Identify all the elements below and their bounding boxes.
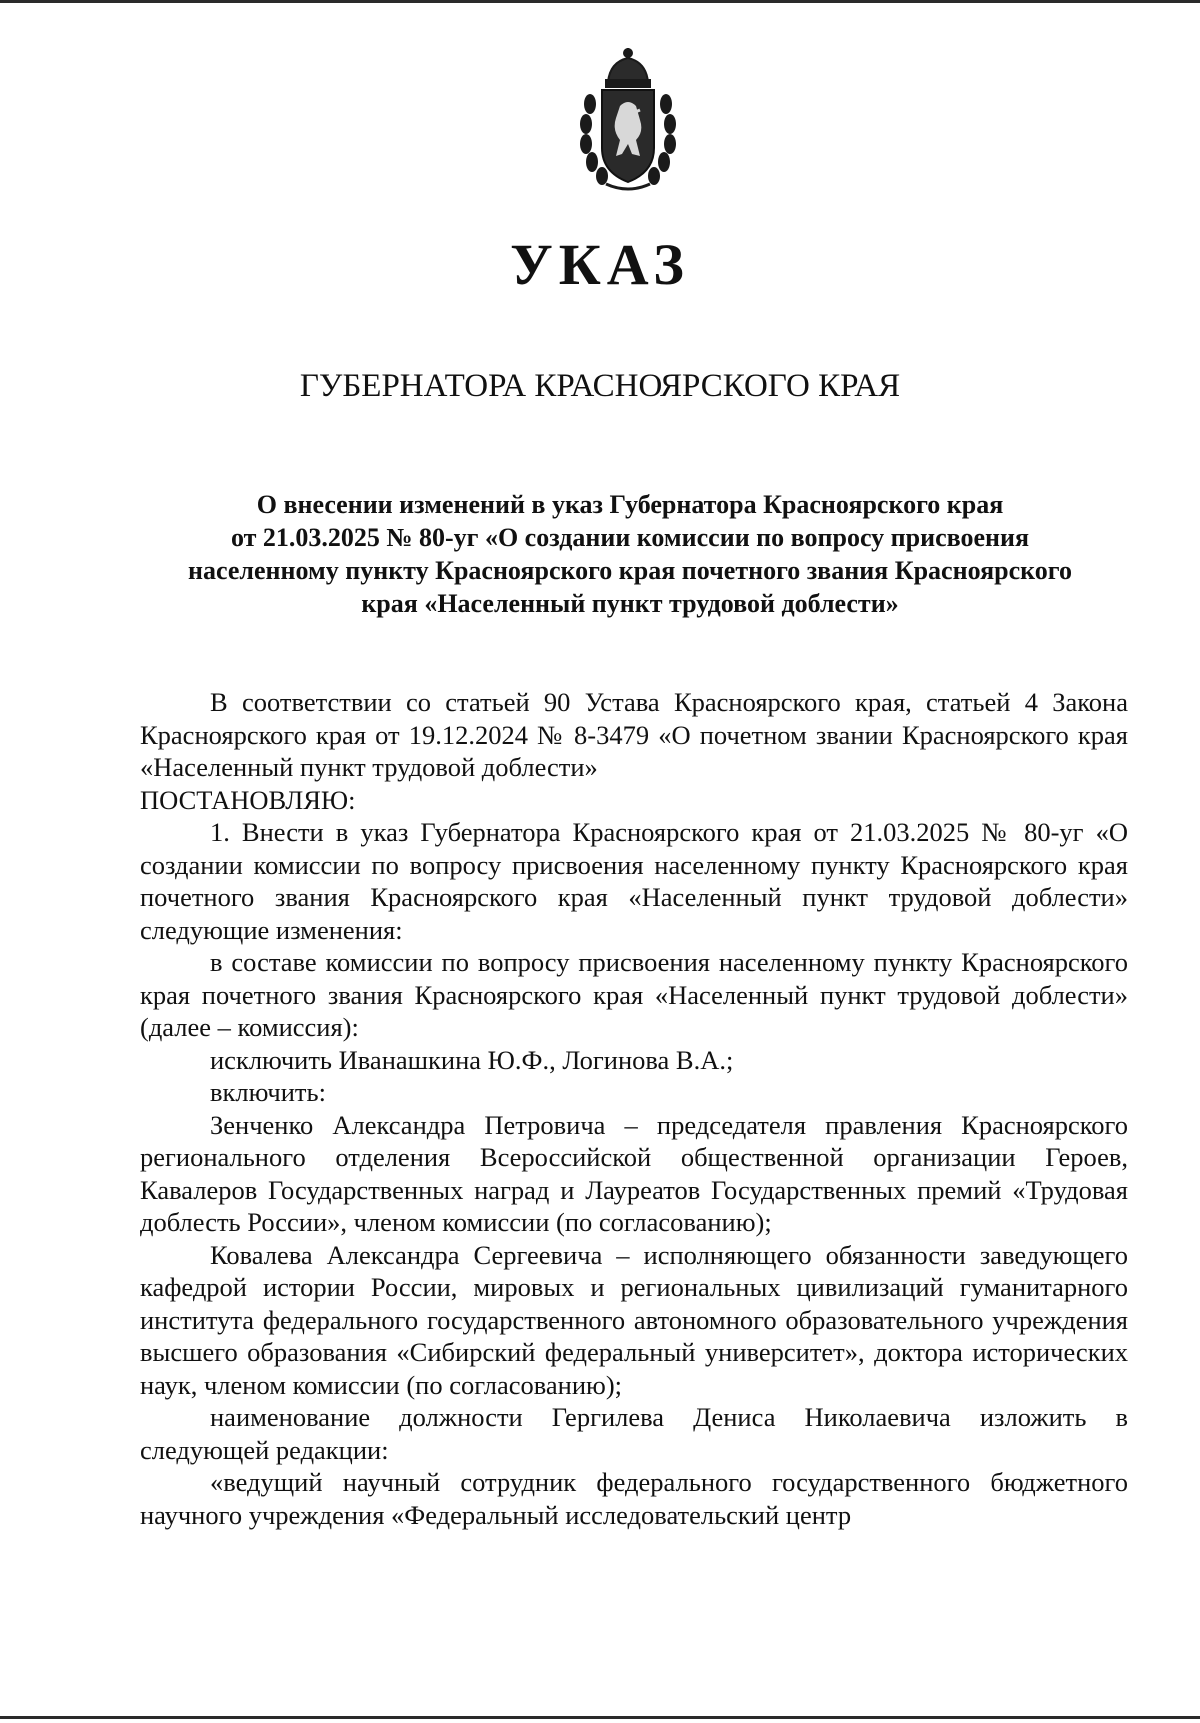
member-1-paragraph: Зенченко Александра Петровича – председателя правления Красноярского регионального отделения Всероссийской общественной организации Героев, Кавалеров Государственных наград и Лауреатов Государственных премий «Трудовая доблесть России», членом комиссии (по согласованию);: [140, 1109, 1128, 1237]
krasnoyarsk-coat-of-arms-icon: [570, 44, 686, 194]
preamble-paragraph: В соответствии со статьей 90 Устава Красноярского края, статьей 4 Закона Красноярского края от 19.12.2024 № 8-3479 «О почетном звании Красноярского края «Населенный пункт трудовой доблести»: [140, 687, 1128, 782]
subject-line: О внесении изменений в указ Губернатора Красноярского края: [256, 490, 1004, 519]
subject-line: населенному пункту Красноярского края почетного звания Красноярского: [188, 556, 1072, 585]
subject-line: от 21.03.2025 № 80-уг «О создании комиссии по вопросу присвоения: [230, 523, 1030, 552]
scan-border-top: [0, 0, 1200, 3]
resolve-keyword: ПОСТАНОВЛЯЮ:: [140, 784, 356, 815]
document-type-title: УКАЗ: [510, 232, 690, 297]
subject-line: края «Населенный пункт трудовой доблести»: [361, 589, 899, 618]
document-subject: [135, 488, 1125, 620]
new-title-paragraph: «ведущий научный сотрудник федерального государственного бюджетного научного учреждения «Федеральный исследовательский центр: [140, 1467, 1128, 1530]
document-body: [140, 686, 1128, 1531]
exclude-paragraph: исключить Иванашкина Ю.Ф., Логинова В.А.;: [210, 1044, 734, 1075]
issuing-authority: ГУБЕРНАТОРА КРАСНОЯРСКОГО КРАЯ: [299, 368, 901, 404]
item-1-paragraph: 1. Внести в указ Губернатора Красноярского края от 21.03.2025 № 80-уг «О создании комиссии по вопросу присвоения населенному пункту Красноярского края почетного звания Красноярского края «Населенный пункт трудовой доблести» следующие изменения:: [140, 817, 1128, 945]
member-2-paragraph: Ковалева Александра Сергеевича – исполняющего обязанности заведующего кафедрой истории России, мировых и региональных цивилизаций гуманитарного института федерального государственного автономного образовательного учреждения высшего образования «Сибирский федеральный университет», доктора исторических наук, членом комиссии (по согласованию);: [140, 1239, 1128, 1400]
composition-paragraph: в составе комиссии по вопросу присвоения населенному пункту Красноярского края почетного звания Красноярского края «Населенный пункт трудовой доблести» (далее – комиссия):: [140, 947, 1128, 1042]
scan-border-bottom: [0, 1716, 1200, 1719]
include-paragraph: включить:: [210, 1077, 326, 1107]
rename-paragraph: наименование должности Гергилева Дениса Николаевича изложить в следующей редакции:: [140, 1402, 1128, 1465]
